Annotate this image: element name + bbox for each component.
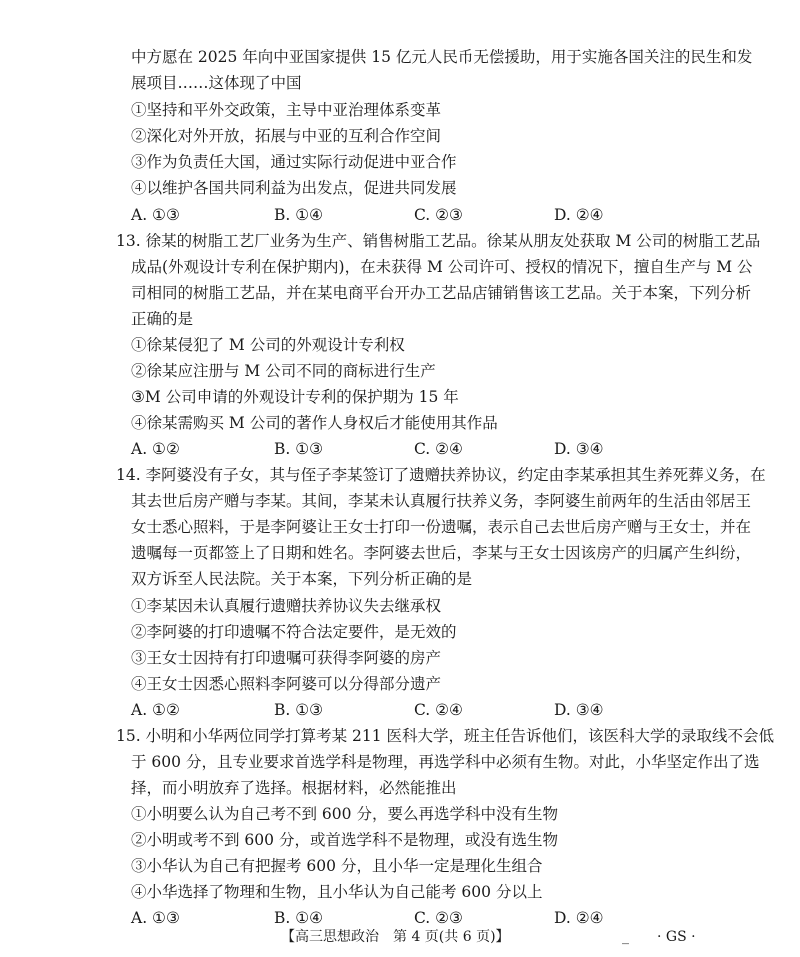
option-a: A. ①②	[131, 701, 180, 719]
stem-line: 于 600 分，且专业要求首选学科是物理，再选学科中必须有生物。对此，小华坚定作出了选	[131, 753, 760, 771]
statement: ④王女士因悉心照料李阿婆可以分得部分遗产	[131, 675, 442, 693]
stem-line: 成品(外观设计专利在保护期内)，在未获得 M 公司许可、授权的情况下，擅自生产与 M 公	[131, 258, 753, 276]
stem-line: 正确的是	[131, 310, 194, 328]
stem-line: 中方愿在 2025 年向中亚国家提供 15 亿元人民币无偿援助，用于实施各国关注的民生和发	[131, 48, 753, 66]
statement: ②深化对外开放，拓展与中亚的互利合作空间	[131, 127, 442, 145]
question-13-stem: 13. 徐某的树脂工艺厂业务为生产、销售树脂工艺品。徐某从朋友处获取 M 公司的树脂工艺品	[116, 232, 761, 250]
footer-dash: _	[622, 929, 629, 945]
statement: ③M 公司申请的外观设计专利的保护期为 15 年	[131, 388, 459, 406]
statement: ③作为负责任大国，通过实际行动促进中亚合作	[131, 153, 457, 171]
question-15-stem: 15. 小明和小华两位同学打算考某 211 医科大学，班主任告诉他们，该医科大学的录取线不会低	[116, 727, 775, 745]
statement: ④小华选择了物理和生物，且小华认为自己能考 600 分以上	[131, 883, 543, 901]
question-14-stem: 14. 李阿婆没有子女，其与侄子李某签订了遗赠扶养协议，约定由李某承担其生养死葬义务，在	[116, 466, 766, 484]
statement: ③王女士因持有打印遗嘱可获得李阿婆的房产	[131, 649, 442, 667]
option-d: D. ②④	[554, 206, 604, 224]
statement: ②小明或考不到 600 分，或首选学科不是物理，或没有选生物	[131, 831, 558, 849]
option-d: D. ③④	[554, 440, 604, 458]
stem-line: 择，而小明放弃了选择。根据材料，必然能推出	[131, 779, 457, 797]
statement: ②徐某应注册与 M 公司不同的商标进行生产	[131, 362, 436, 380]
stem-line: 遗嘱每一页都签上了日期和姓名。李阿婆去世后，李某与王女士因该房产的归属产生纠纷，	[131, 544, 752, 562]
option-b: B. ①③	[274, 440, 324, 458]
answer-options	[131, 437, 731, 461]
stem-line: 双方诉至人民法院。关于本案，下列分析正确的是	[131, 570, 473, 588]
option-c: C. ②④	[414, 701, 463, 719]
statement: ③小华认为自己有把握考 600 分，且小华一定是理化生组合	[131, 857, 543, 875]
option-d: D. ③④	[554, 701, 604, 719]
option-c: C. ②④	[414, 440, 463, 458]
statement: ①徐某侵犯了 M 公司的外观设计专利权	[131, 336, 405, 354]
stem-line: 女士悉心照料，于是李阿婆让王女士打印一份遗嘱，表示自己去世后房产赠与王女士，并在	[131, 518, 752, 536]
statement: ①李某因未认真履行遗赠扶养协议失去继承权	[131, 597, 442, 615]
option-b: B. ①④	[274, 206, 324, 224]
option-d: D. ②④	[554, 909, 604, 927]
option-b: B. ①③	[274, 701, 324, 719]
stem-line: 展项目……这体现了中国	[131, 74, 302, 92]
option-c: C. ②③	[414, 206, 463, 224]
statement: ④徐某需购买 M 公司的著作人身权后才能使用其作品	[131, 414, 498, 432]
statement: ①小明要么认为自己考不到 600 分，要么再选学科中没有生物	[131, 805, 558, 823]
footer-code: · GS ·	[657, 929, 696, 945]
page-footer	[0, 925, 800, 949]
statement: ①坚持和平外交政策，主导中亚治理体系变革	[131, 101, 442, 119]
option-a: A. ①③	[131, 909, 180, 927]
option-a: A. ①③	[131, 206, 180, 224]
stem-line: 司相同的树脂工艺品，并在某电商平台开办工艺品店铺销售该工艺品。关于本案，下列分析	[131, 284, 752, 302]
stem-line: 其去世后房产赠与李某。其间，李某未认真履行扶养义务，李阿婆生前两年的生活由邻居王	[131, 492, 752, 510]
option-a: A. ①②	[131, 440, 180, 458]
option-c: C. ②③	[414, 909, 463, 927]
statement: ②李阿婆的打印遗嘱不符合法定要件，是无效的	[131, 623, 457, 641]
footer-label: 【高三思想政治 第 4 页(共 6 页)】	[281, 929, 510, 945]
statement: ④以维护各国共同利益为出发点，促进共同发展	[131, 179, 457, 197]
answer-options	[131, 698, 731, 722]
answer-options	[131, 203, 731, 227]
option-b: B. ①④	[274, 909, 324, 927]
